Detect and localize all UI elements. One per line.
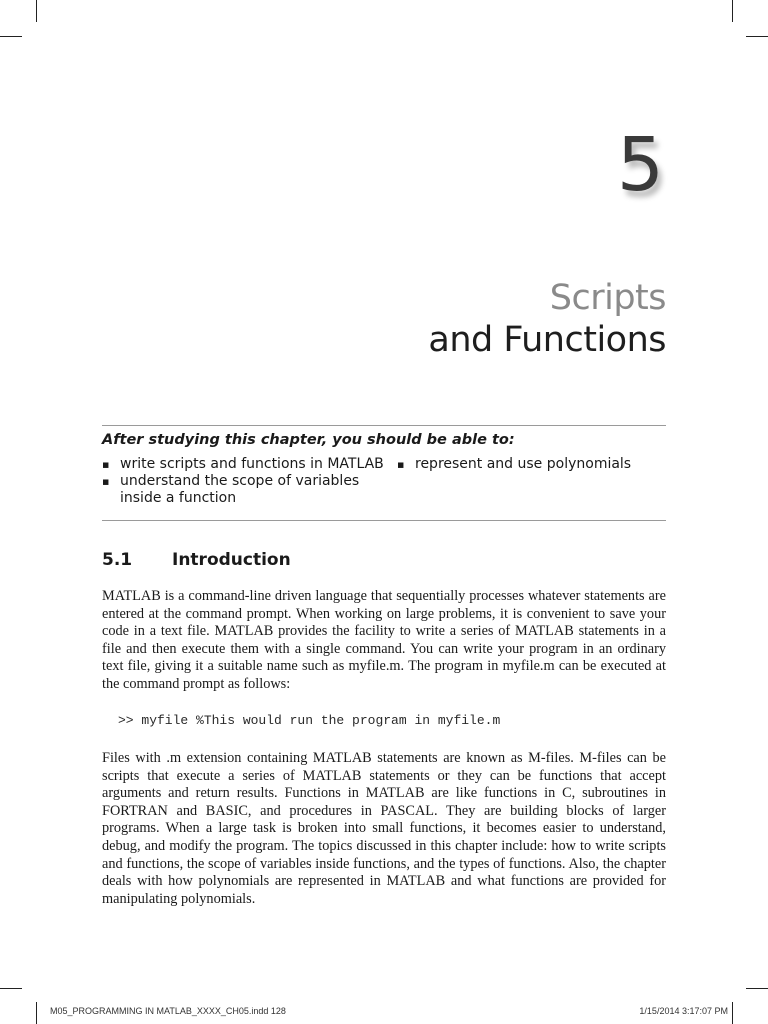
bullet-icon: ▪ bbox=[102, 458, 110, 471]
slug-timestamp: 1/15/2014 3:17:07 PM bbox=[639, 1006, 728, 1016]
chapter-number: 5 bbox=[616, 122, 664, 208]
objectives-list-left bbox=[102, 456, 392, 507]
objective-text: understand the scope of variables bbox=[120, 473, 360, 489]
chapter-title-line-2: and Functions bbox=[428, 320, 666, 360]
slug-filename: M05_PROGRAMMING IN MATLAB_XXXX_CH05.indd 128 bbox=[50, 1006, 286, 1016]
section-title: Introduction bbox=[172, 550, 291, 570]
objectives-heading: After studying this chapter, you should be able to: bbox=[102, 432, 515, 448]
bullet-icon: ▪ bbox=[102, 475, 110, 488]
crop-mark bbox=[746, 36, 768, 37]
crop-mark bbox=[0, 36, 22, 37]
objectives-bottom-rule bbox=[102, 520, 666, 521]
bullet-icon: ▪ bbox=[397, 458, 405, 471]
crop-mark bbox=[0, 988, 22, 989]
objectives-list-right bbox=[397, 456, 667, 473]
code-example: >> myfile %This would run the program in myfile.m bbox=[118, 713, 501, 728]
body-paragraph: MATLAB is a command-line driven language that sequentially processes whatever statements are entered at the command prompt. When working on large problems, it is convenient to save your code in a text file. MATLAB provides the facility to write a series of MATLAB statements in a file and then execute them with a single command. You can write your program in an ordinary text file, giving it a suitable name such as myfile.m. The program in myfile.m can be executed at the command prompt as follows: bbox=[102, 588, 666, 692]
crop-mark bbox=[36, 0, 37, 22]
objective-item bbox=[102, 456, 392, 473]
objective-text: represent and use polynomials bbox=[415, 456, 632, 472]
objectives-top-rule bbox=[102, 425, 666, 426]
objective-item bbox=[102, 473, 392, 507]
section-heading bbox=[102, 550, 291, 570]
objective-text: write scripts and functions in MATLAB bbox=[120, 456, 384, 472]
body-paragraph: Files with .m extension containing MATLAB statements are known as M-files. M-files can be scripts that execute a series of MATLAB statements or they can be functions that accept arguments and return results. Functions in MATLAB are like functions in C, subroutines in FORTRAN and BASIC, and procedures in PASCAL. They are building blocks of larger programs. When a large task is broken into small functions, it becomes easier to understand, debug, and modify the program. The topics discussed in this chapter include: how to write scripts and functions, the scope of variables inside functions, and the types of functions. Also, the chapter deals with how polynomials are represented in MATLAB and what functions are provided for manipulating polynomials. bbox=[102, 750, 666, 907]
crop-mark bbox=[36, 1002, 37, 1024]
crop-mark bbox=[746, 988, 768, 989]
crop-mark bbox=[732, 0, 733, 22]
objective-text-continued: inside a function bbox=[120, 490, 237, 506]
objective-item bbox=[397, 456, 667, 473]
chapter-title-line-1: Scripts bbox=[549, 278, 666, 318]
crop-mark bbox=[732, 1002, 733, 1024]
section-number: 5.1 bbox=[102, 550, 133, 570]
